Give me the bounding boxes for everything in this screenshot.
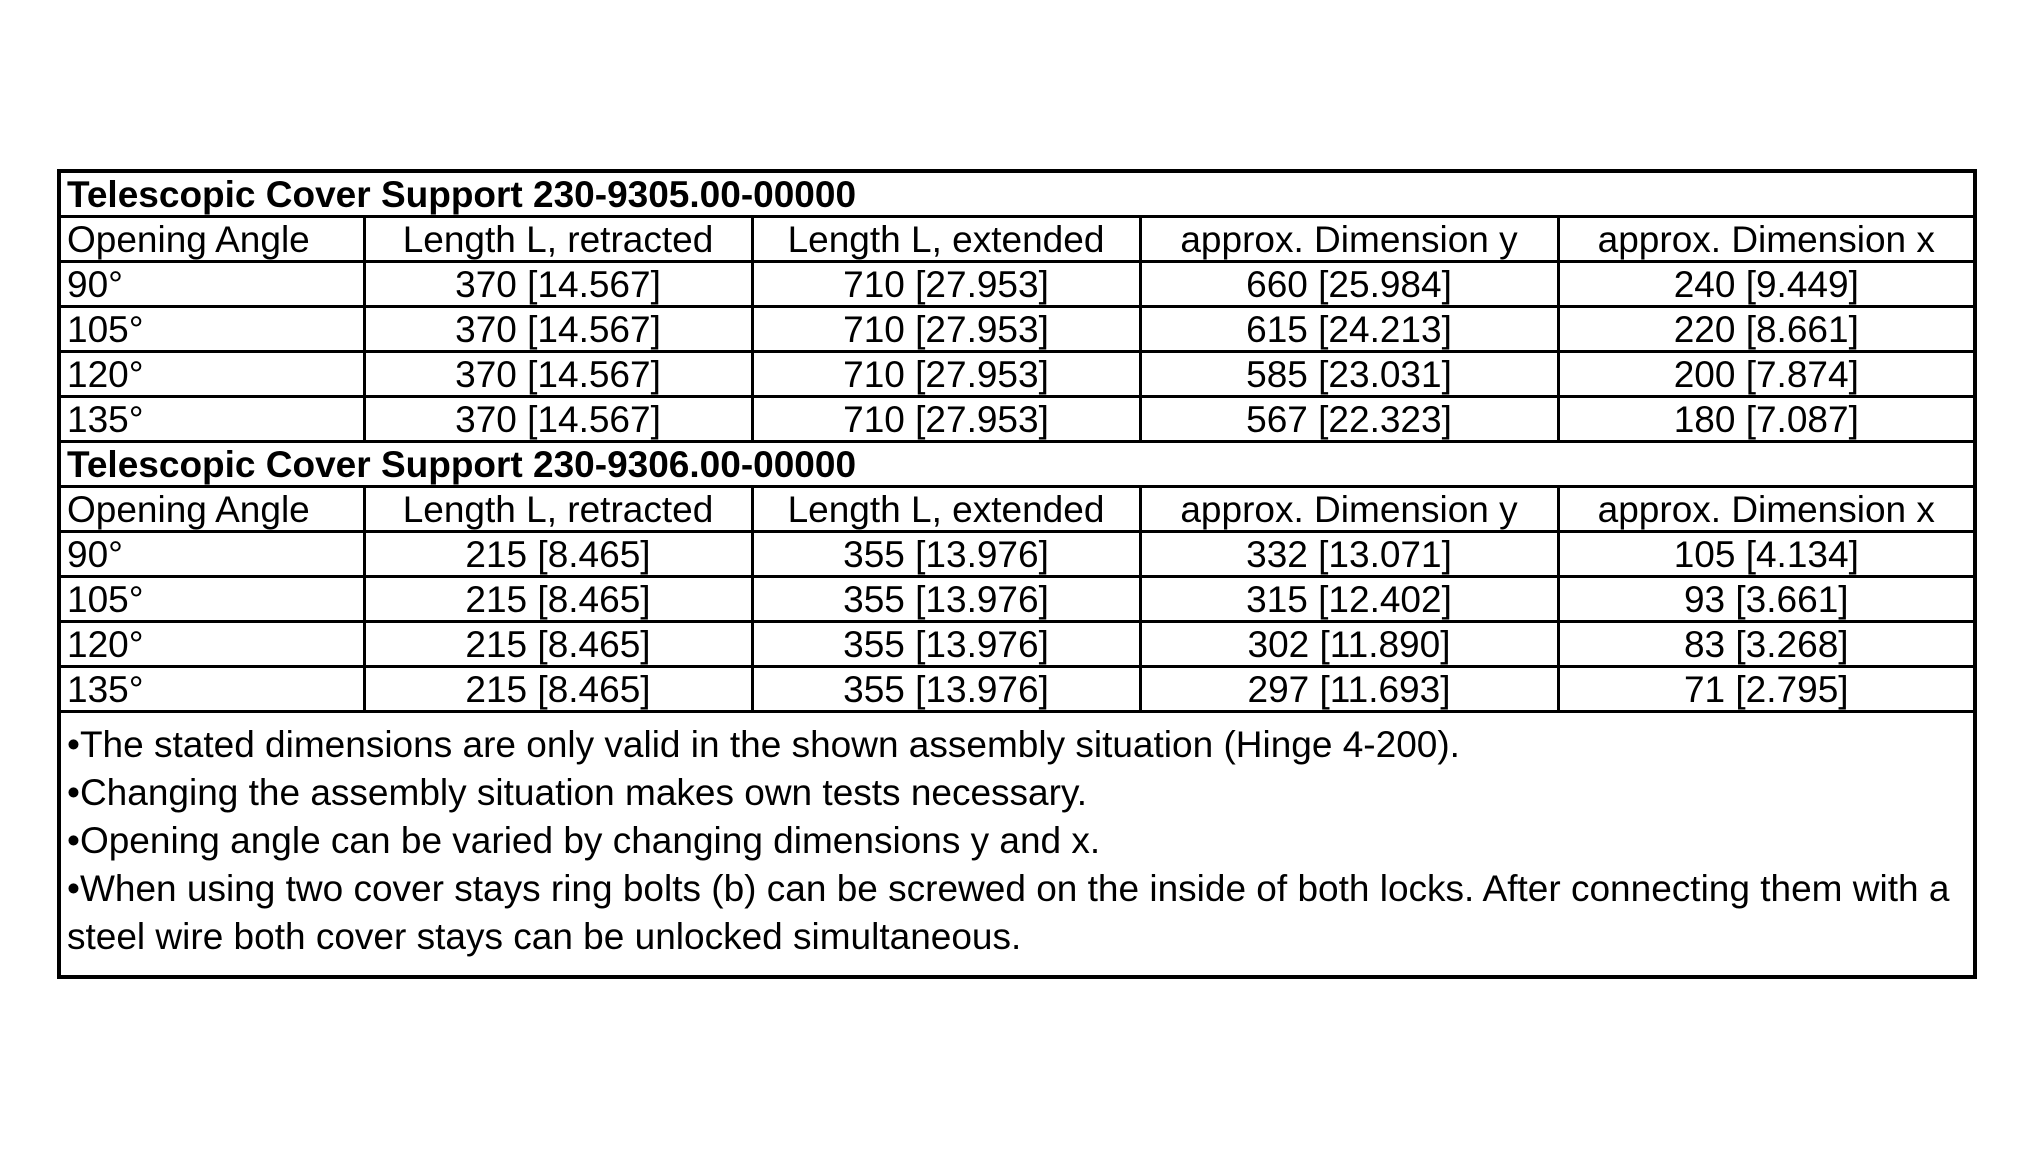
- notes-row: [59, 712, 1975, 978]
- table-row: [59, 352, 1975, 397]
- section-title: Telescopic Cover Support 230-9306.00-00000: [59, 442, 1975, 487]
- cell-opening-angle: 120°: [59, 622, 364, 667]
- table-row: [59, 532, 1975, 577]
- notes-cell: [59, 712, 1975, 978]
- header-opening-angle: Opening Angle: [59, 217, 364, 262]
- note-item: •The stated dimensions are only valid in the shown assembly situation (Hinge 4-200).: [67, 724, 1460, 765]
- cell-length-retracted: 370 [14.567]: [364, 262, 752, 307]
- section-title-row: [59, 171, 1975, 217]
- header-row: [59, 217, 1975, 262]
- section-title: Telescopic Cover Support 230-9305.00-00000: [59, 171, 1975, 217]
- cell-dimension-x: 240 [9.449]: [1558, 262, 1975, 307]
- cell-dimension-x: 220 [8.661]: [1558, 307, 1975, 352]
- header-length-retracted: Length L, retracted: [364, 487, 752, 532]
- table-row: [59, 262, 1975, 307]
- header-length-retracted: Length L, retracted: [364, 217, 752, 262]
- cell-dimension-y: 332 [13.071]: [1140, 532, 1558, 577]
- header-dimension-y: approx. Dimension y: [1140, 487, 1558, 532]
- cell-opening-angle: 120°: [59, 352, 364, 397]
- header-length-extended: Length L, extended: [752, 217, 1140, 262]
- cell-opening-angle: 105°: [59, 307, 364, 352]
- cell-length-extended: 710 [27.953]: [752, 352, 1140, 397]
- cell-opening-angle: 90°: [59, 262, 364, 307]
- cell-length-retracted: 215 [8.465]: [364, 622, 752, 667]
- cell-length-extended: 355 [13.976]: [752, 622, 1140, 667]
- cell-dimension-y: 302 [11.890]: [1140, 622, 1558, 667]
- spec-table: [57, 169, 1977, 979]
- cell-dimension-y: 315 [12.402]: [1140, 577, 1558, 622]
- cell-length-extended: 710 [27.953]: [752, 397, 1140, 442]
- cell-dimension-y: 297 [11.693]: [1140, 667, 1558, 712]
- cell-opening-angle: 135°: [59, 397, 364, 442]
- header-dimension-y: approx. Dimension y: [1140, 217, 1558, 262]
- cell-dimension-x: 180 [7.087]: [1558, 397, 1975, 442]
- cell-opening-angle: 135°: [59, 667, 364, 712]
- note-item: •Changing the assembly situation makes own tests necessary.: [67, 772, 1087, 813]
- cell-dimension-x: 105 [4.134]: [1558, 532, 1975, 577]
- note-item: •When using two cover stays ring bolts (b) can be screwed on the inside of both locks. After connecting them with a steel wire both cover stays can be unlocked simultaneous.: [67, 868, 1950, 957]
- header-opening-angle: Opening Angle: [59, 487, 364, 532]
- cell-dimension-y: 615 [24.213]: [1140, 307, 1558, 352]
- cell-length-extended: 355 [13.976]: [752, 532, 1140, 577]
- header-row: [59, 487, 1975, 532]
- cell-length-retracted: 215 [8.465]: [364, 667, 752, 712]
- cell-length-extended: 710 [27.953]: [752, 262, 1140, 307]
- cell-dimension-y: 585 [23.031]: [1140, 352, 1558, 397]
- section-title-row: [59, 442, 1975, 487]
- table-row: [59, 577, 1975, 622]
- cell-dimension-x: 83 [3.268]: [1558, 622, 1975, 667]
- table-row: [59, 667, 1975, 712]
- table-row: [59, 622, 1975, 667]
- table-row: [59, 307, 1975, 352]
- cell-length-retracted: 215 [8.465]: [364, 532, 752, 577]
- cell-length-extended: 355 [13.976]: [752, 577, 1140, 622]
- cell-length-retracted: 215 [8.465]: [364, 577, 752, 622]
- cell-dimension-y: 660 [25.984]: [1140, 262, 1558, 307]
- cell-length-extended: 710 [27.953]: [752, 307, 1140, 352]
- cell-length-retracted: 370 [14.567]: [364, 397, 752, 442]
- header-dimension-x: approx. Dimension x: [1558, 487, 1975, 532]
- cell-opening-angle: 105°: [59, 577, 364, 622]
- header-length-extended: Length L, extended: [752, 487, 1140, 532]
- cell-dimension-x: 71 [2.795]: [1558, 667, 1975, 712]
- note-item: •Opening angle can be varied by changing dimensions y and x.: [67, 820, 1101, 861]
- table-row: [59, 397, 1975, 442]
- header-dimension-x: approx. Dimension x: [1558, 217, 1975, 262]
- cell-length-retracted: 370 [14.567]: [364, 307, 752, 352]
- cell-opening-angle: 90°: [59, 532, 364, 577]
- cell-length-extended: 355 [13.976]: [752, 667, 1140, 712]
- cell-dimension-x: 93 [3.661]: [1558, 577, 1975, 622]
- cell-dimension-x: 200 [7.874]: [1558, 352, 1975, 397]
- cell-dimension-y: 567 [22.323]: [1140, 397, 1558, 442]
- cell-length-retracted: 370 [14.567]: [364, 352, 752, 397]
